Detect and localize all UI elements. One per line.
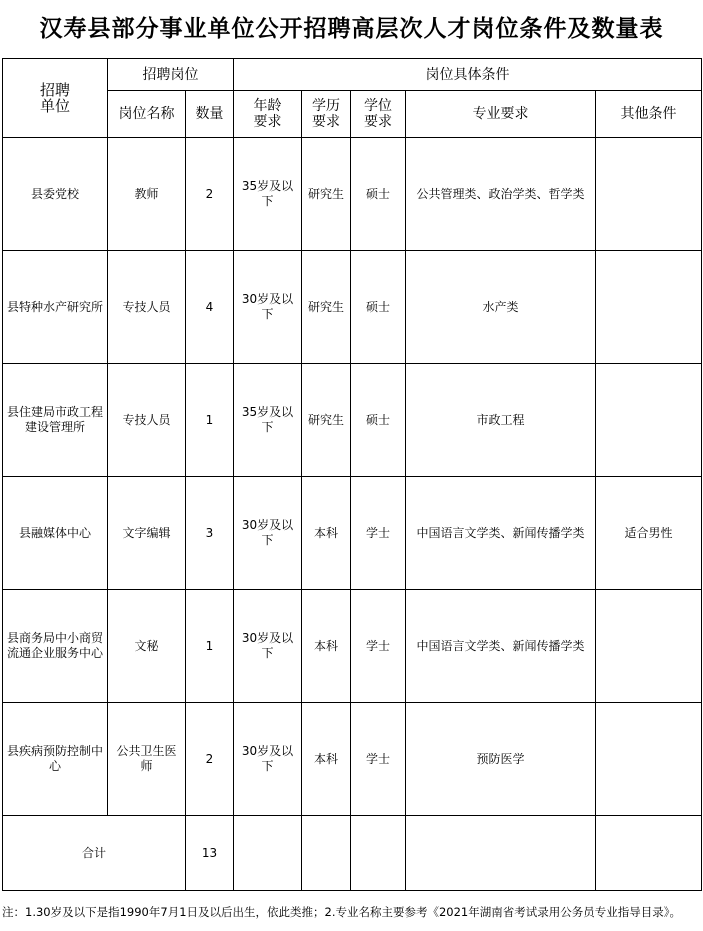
cell-education: 本科: [302, 590, 351, 703]
header-post-name: 岗位名称: [108, 91, 186, 138]
cell-unit: 县特种水产研究所: [3, 251, 108, 364]
cell-unit: 县委党校: [3, 138, 108, 251]
cell-major: 水产类: [406, 251, 596, 364]
cell-degree: 学士: [351, 477, 406, 590]
header-degree: 学位要求: [351, 91, 406, 138]
cell-count: 1: [186, 590, 234, 703]
header-unit: 招聘单位: [3, 59, 108, 138]
cell-major: 市政工程: [406, 364, 596, 477]
total-row: [3, 816, 702, 891]
cell-post: 公共卫生医师: [108, 703, 186, 816]
recruitment-table: [2, 58, 702, 891]
cell-other: [596, 364, 702, 477]
cell-degree: 学士: [351, 590, 406, 703]
cell-degree: 学士: [351, 703, 406, 816]
cell-post: 教师: [108, 138, 186, 251]
cell-education: 研究生: [302, 251, 351, 364]
table-row: [3, 251, 702, 364]
table-row: [3, 590, 702, 703]
cell-age: 35岁及以下: [234, 364, 302, 477]
cell-count: 1: [186, 364, 234, 477]
cell-post: 文秘: [108, 590, 186, 703]
page-title: 汉寿县部分事业单位公开招聘高层次人才岗位条件及数量表: [39, 15, 664, 42]
table-row: [3, 477, 702, 590]
cell-count: 3: [186, 477, 234, 590]
cell-major: 中国语言文学类、新闻传播学类: [406, 477, 596, 590]
cell-major: 公共管理类、政治学类、哲学类: [406, 138, 596, 251]
header-education: 学历要求: [302, 91, 351, 138]
table-row: [3, 703, 702, 816]
cell-unit: 县商务局中小商贸流通企业服务中心: [3, 590, 108, 703]
cell-degree: 硕士: [351, 251, 406, 364]
cell-count: 4: [186, 251, 234, 364]
table-row: [3, 364, 702, 477]
cell-unit: 县住建局市政工程建设管理所: [3, 364, 108, 477]
cell-age: 35岁及以下: [234, 138, 302, 251]
cell-education: 研究生: [302, 364, 351, 477]
header-age: 年龄要求: [234, 91, 302, 138]
cell-education: 本科: [302, 703, 351, 816]
header-condition-group: 岗位具体条件: [234, 59, 702, 91]
cell-education: 本科: [302, 477, 351, 590]
cell-unit: 县疾病预防控制中心: [3, 703, 108, 816]
cell-age: 30岁及以下: [234, 703, 302, 816]
total-label: 合计: [3, 816, 186, 891]
cell-major: 中国语言文学类、新闻传播学类: [406, 590, 596, 703]
cell-other: [596, 703, 702, 816]
cell-other: [596, 590, 702, 703]
cell-unit: 县融媒体中心: [3, 477, 108, 590]
footnote: 注：1.30岁及以下是指1990年7月1日及以后出生，依此类推；2.专业名称主要参考《2021年湖南省考试录用公务员专业指导目录》。: [2, 905, 681, 919]
cell-post: 专技人员: [108, 251, 186, 364]
table-row: [3, 138, 702, 251]
cell-count: 2: [186, 703, 234, 816]
cell-other: 适合男性: [596, 477, 702, 590]
cell-other: [596, 251, 702, 364]
cell-post: 专技人员: [108, 364, 186, 477]
cell-education: 研究生: [302, 138, 351, 251]
cell-post: 文字编辑: [108, 477, 186, 590]
cell-other: [596, 138, 702, 251]
cell-age: 30岁及以下: [234, 477, 302, 590]
header-count: 数量: [186, 91, 234, 138]
header-other: 其他条件: [596, 91, 702, 138]
cell-degree: 硕士: [351, 138, 406, 251]
cell-age: 30岁及以下: [234, 251, 302, 364]
header-post-group: 招聘岗位: [108, 59, 234, 91]
cell-major: 预防医学: [406, 703, 596, 816]
header-major: 专业要求: [406, 91, 596, 138]
cell-degree: 硕士: [351, 364, 406, 477]
cell-count: 2: [186, 138, 234, 251]
cell-age: 30岁及以下: [234, 590, 302, 703]
total-count: 13: [186, 816, 234, 891]
